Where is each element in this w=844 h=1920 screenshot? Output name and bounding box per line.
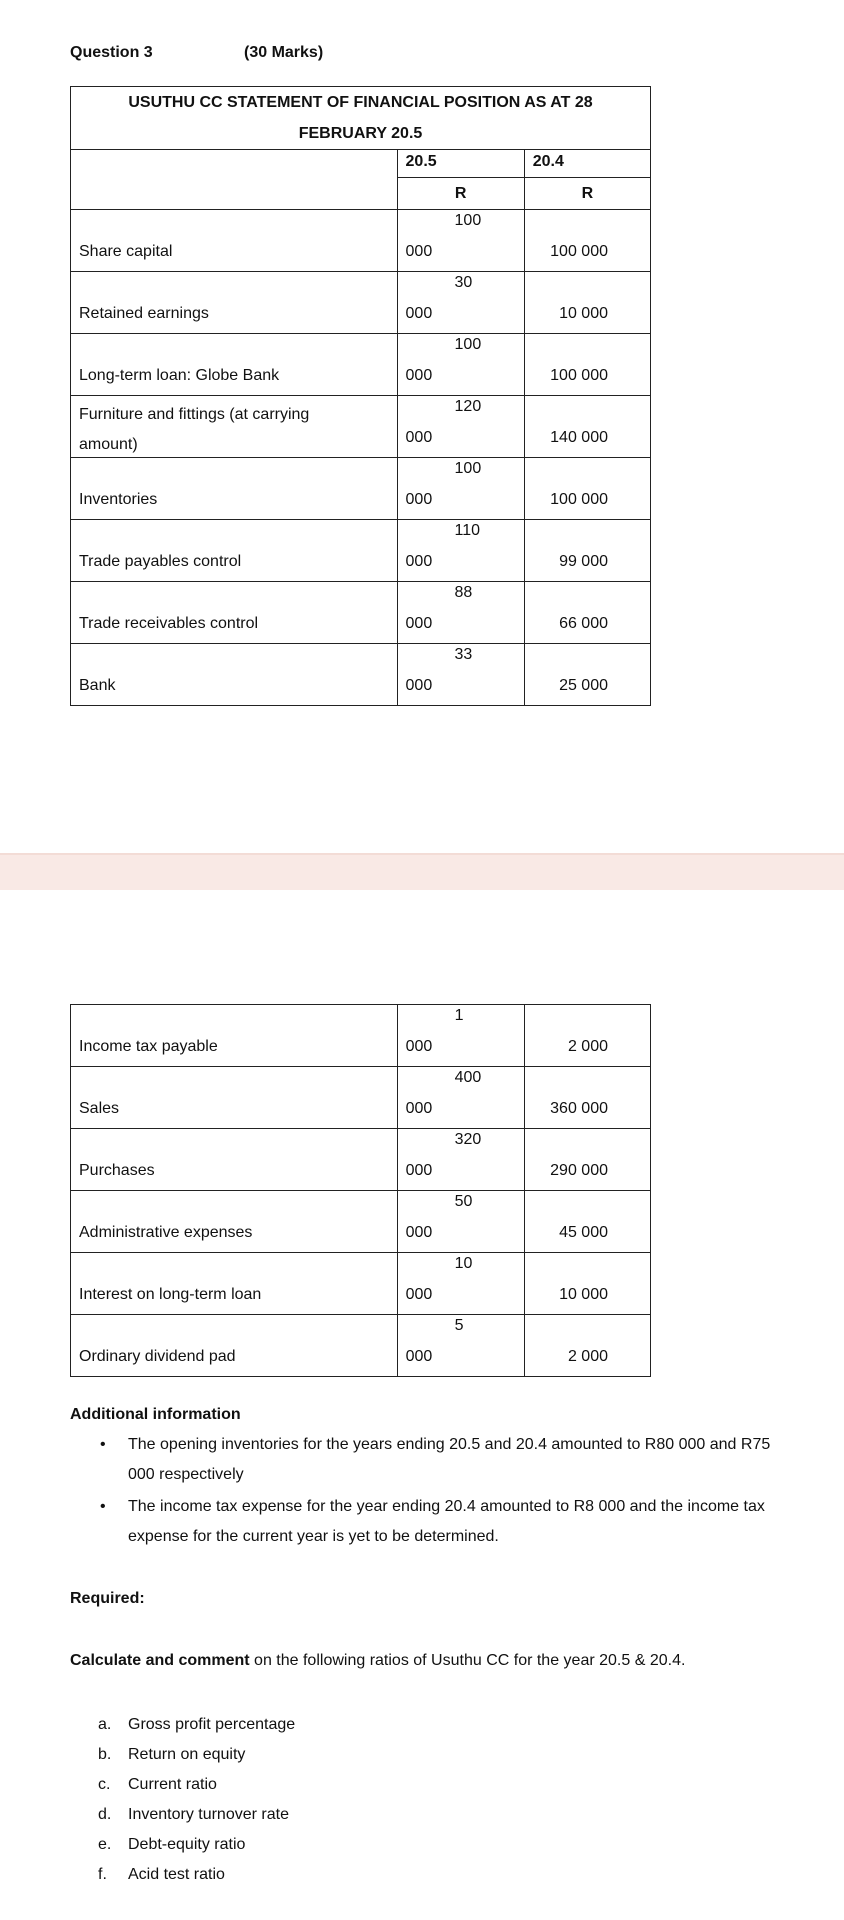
- current-value-top: 10: [454, 1255, 473, 1272]
- current-value-top: 100: [454, 212, 482, 229]
- ratio-item: [98, 1710, 295, 1740]
- prior-year-cell: [524, 1315, 650, 1377]
- current-year-cell: [397, 1067, 524, 1129]
- current-value-top: 33: [454, 646, 473, 663]
- prior-value: 100 000: [550, 491, 608, 508]
- prior-year-cell: [524, 644, 650, 706]
- row-label: Inventories: [79, 491, 158, 508]
- question-number: Question 3: [70, 44, 153, 61]
- current-year-cell: [397, 272, 524, 334]
- ratio-text: Acid test ratio: [128, 1866, 225, 1883]
- current-value-bottom: 000: [405, 615, 433, 632]
- col-unit-prior: R: [524, 178, 650, 210]
- current-year-cell: [397, 1253, 524, 1315]
- col-year-current: 20.5: [397, 150, 524, 178]
- table-row: [71, 210, 651, 272]
- table-row: [71, 458, 651, 520]
- ratio-list: [98, 1710, 295, 1890]
- prior-year-cell: [524, 396, 650, 458]
- row-label: Administrative expenses: [79, 1224, 253, 1241]
- current-year-cell: [397, 396, 524, 458]
- current-value-top: 320: [454, 1131, 482, 1148]
- row-label-cell: [71, 1191, 398, 1253]
- prior-value: 99 000: [559, 553, 608, 570]
- table-row: [71, 644, 651, 706]
- current-value-bottom: 000: [405, 305, 433, 322]
- row-label: Sales: [79, 1100, 120, 1117]
- ratio-item: [98, 1740, 295, 1770]
- prior-value: 2 000: [567, 1038, 608, 1055]
- current-value-top: 50: [454, 1193, 473, 1210]
- current-value-bottom: 000: [405, 367, 433, 384]
- header-label-cell: [71, 150, 398, 210]
- current-value-bottom: 000: [405, 677, 433, 694]
- ratio-text: Debt-equity ratio: [128, 1836, 246, 1853]
- current-value-top: 30: [454, 274, 473, 291]
- table-row: [71, 1315, 651, 1377]
- current-value-bottom: 000: [405, 429, 433, 446]
- row-label-cell: [71, 1129, 398, 1191]
- row-label-cell: [71, 210, 398, 272]
- prior-value: 66 000: [559, 615, 608, 632]
- prior-year-cell: [524, 520, 650, 582]
- current-value-top: 100: [454, 336, 482, 353]
- additional-info-list: [100, 1430, 790, 1554]
- row-label: Retained earnings: [79, 305, 209, 322]
- current-value-bottom: 000: [405, 1038, 433, 1055]
- additional-info-text: The income tax expense for the year ending 20.4 amounted to R8 000 and the income tax expense for the current year is yet to be determined.: [128, 1498, 765, 1545]
- instruction-bold: Calculate and comment: [70, 1652, 250, 1669]
- ratio-text: Return on equity: [128, 1746, 246, 1763]
- table-row: [71, 1191, 651, 1253]
- col-unit-current: R: [397, 178, 524, 210]
- current-year-cell: [397, 520, 524, 582]
- table-title-line2: FEBRUARY 20.5: [298, 125, 423, 142]
- row-label-cell: [71, 582, 398, 644]
- row-label: Trade payables control: [79, 553, 242, 570]
- prior-year-cell: [524, 1129, 650, 1191]
- bullet-icon: •: [100, 1498, 106, 1515]
- income-items-table: [70, 1004, 651, 1377]
- ratio-letter: f.: [98, 1866, 107, 1883]
- prior-year-cell: [524, 582, 650, 644]
- instruction-rest: on the following ratios of Usuthu CC for the year 20.5 & 20.4.: [249, 1652, 686, 1669]
- table-row: [71, 520, 651, 582]
- current-value-top: 400: [454, 1069, 482, 1086]
- table-row: [71, 1005, 651, 1067]
- row-label-line1: Furniture and fittings (at carrying: [79, 406, 310, 423]
- row-label-cell: [71, 272, 398, 334]
- current-value-bottom: 000: [405, 1286, 433, 1303]
- ratio-letter: a.: [98, 1716, 112, 1733]
- current-value-bottom: 000: [405, 491, 433, 508]
- additional-info-item: [100, 1430, 790, 1490]
- prior-value: 140 000: [550, 429, 608, 446]
- current-year-cell: [397, 1191, 524, 1253]
- current-value-bottom: 000: [405, 243, 433, 260]
- ratio-letter: b.: [98, 1746, 112, 1763]
- current-value-top: 110: [454, 522, 481, 539]
- row-label-cell: [71, 644, 398, 706]
- table-row: [71, 1253, 651, 1315]
- current-value-top: 100: [454, 460, 482, 477]
- current-year-cell: [397, 334, 524, 396]
- row-label: Share capital: [79, 243, 173, 260]
- row-label-cell: [71, 520, 398, 582]
- current-year-cell: [397, 644, 524, 706]
- prior-value: 290 000: [550, 1162, 608, 1179]
- ratio-item: [98, 1800, 295, 1830]
- current-year-cell: [397, 582, 524, 644]
- prior-value: 10 000: [559, 1286, 608, 1303]
- prior-year-cell: [524, 272, 650, 334]
- current-value-bottom: 000: [405, 1348, 433, 1365]
- ratio-letter: e.: [98, 1836, 112, 1853]
- prior-value: 45 000: [559, 1224, 608, 1241]
- row-label: Trade receivables control: [79, 615, 259, 632]
- question-marks: (30 Marks): [244, 44, 324, 61]
- table-row: [71, 396, 651, 458]
- row-label-cell: [71, 1253, 398, 1315]
- financial-position-table: [70, 86, 651, 706]
- row-label: [79, 400, 310, 453]
- current-value-bottom: 000: [405, 553, 433, 570]
- prior-year-cell: [524, 1253, 650, 1315]
- prior-year-cell: [524, 210, 650, 272]
- additional-info-item: [100, 1492, 790, 1552]
- current-value-top: 88: [454, 584, 473, 601]
- required-heading: Required:: [70, 1590, 145, 1607]
- ratio-letter: c.: [98, 1776, 111, 1793]
- row-label-cell: [71, 396, 398, 458]
- current-value-top: 5: [454, 1317, 464, 1334]
- prior-value: 100 000: [550, 243, 608, 260]
- current-year-cell: [397, 210, 524, 272]
- prior-year-cell: [524, 1191, 650, 1253]
- table-row: [71, 334, 651, 396]
- prior-year-cell: [524, 1067, 650, 1129]
- row-label: Income tax payable: [79, 1038, 218, 1055]
- row-label: Interest on long-term loan: [79, 1286, 262, 1303]
- table-title-line1: USUTHU CC STATEMENT OF FINANCIAL POSITION AS AT 28: [128, 94, 593, 111]
- current-value-bottom: 000: [405, 1100, 433, 1117]
- row-label: Long-term loan: Globe Bank: [79, 367, 280, 384]
- ratio-letter: d.: [98, 1806, 112, 1823]
- prior-year-cell: [524, 334, 650, 396]
- ratio-text: Current ratio: [128, 1776, 217, 1793]
- prior-value: 10 000: [559, 305, 608, 322]
- ratio-text: Inventory turnover rate: [128, 1806, 289, 1823]
- row-label-cell: [71, 1067, 398, 1129]
- current-value-bottom: 000: [405, 1224, 433, 1241]
- row-label-cell: [71, 1315, 398, 1377]
- current-value-top: 120: [454, 398, 482, 415]
- current-year-cell: [397, 1129, 524, 1191]
- current-value-bottom: 000: [405, 1162, 433, 1179]
- ratio-text: Gross profit percentage: [128, 1716, 296, 1733]
- table-title: [71, 87, 651, 150]
- row-label-cell: [71, 458, 398, 520]
- table-row: [71, 1129, 651, 1191]
- current-value-top: 1: [454, 1007, 464, 1024]
- additional-info-text: The opening inventories for the years ending 20.5 and 20.4 amounted to R80 000 and R75 000 respectively: [128, 1436, 771, 1483]
- row-label-line2: amount): [79, 436, 138, 453]
- ratio-item: [98, 1770, 295, 1800]
- table-row: [71, 582, 651, 644]
- col-year-prior: 20.4: [524, 150, 650, 178]
- ratio-item: [98, 1830, 295, 1860]
- current-year-cell: [397, 458, 524, 520]
- table-row: [71, 1067, 651, 1129]
- prior-value: 100 000: [550, 367, 608, 384]
- prior-value: 360 000: [550, 1100, 608, 1117]
- ratio-item: [98, 1860, 295, 1890]
- row-label: Ordinary dividend pad: [79, 1348, 236, 1365]
- page-break-band: [0, 853, 844, 890]
- prior-year-cell: [524, 458, 650, 520]
- row-label-cell: [71, 334, 398, 396]
- required-instruction: [70, 1652, 685, 1670]
- row-label: Purchases: [79, 1162, 155, 1179]
- prior-value: 2 000: [567, 1348, 608, 1365]
- bullet-icon: •: [100, 1436, 106, 1453]
- row-label-cell: [71, 1005, 398, 1067]
- current-year-cell: [397, 1315, 524, 1377]
- current-year-cell: [397, 1005, 524, 1067]
- prior-value: 25 000: [559, 677, 608, 694]
- row-label: Bank: [79, 677, 116, 694]
- table-row: [71, 272, 651, 334]
- additional-info-heading: Additional information: [70, 1406, 241, 1423]
- prior-year-cell: [524, 1005, 650, 1067]
